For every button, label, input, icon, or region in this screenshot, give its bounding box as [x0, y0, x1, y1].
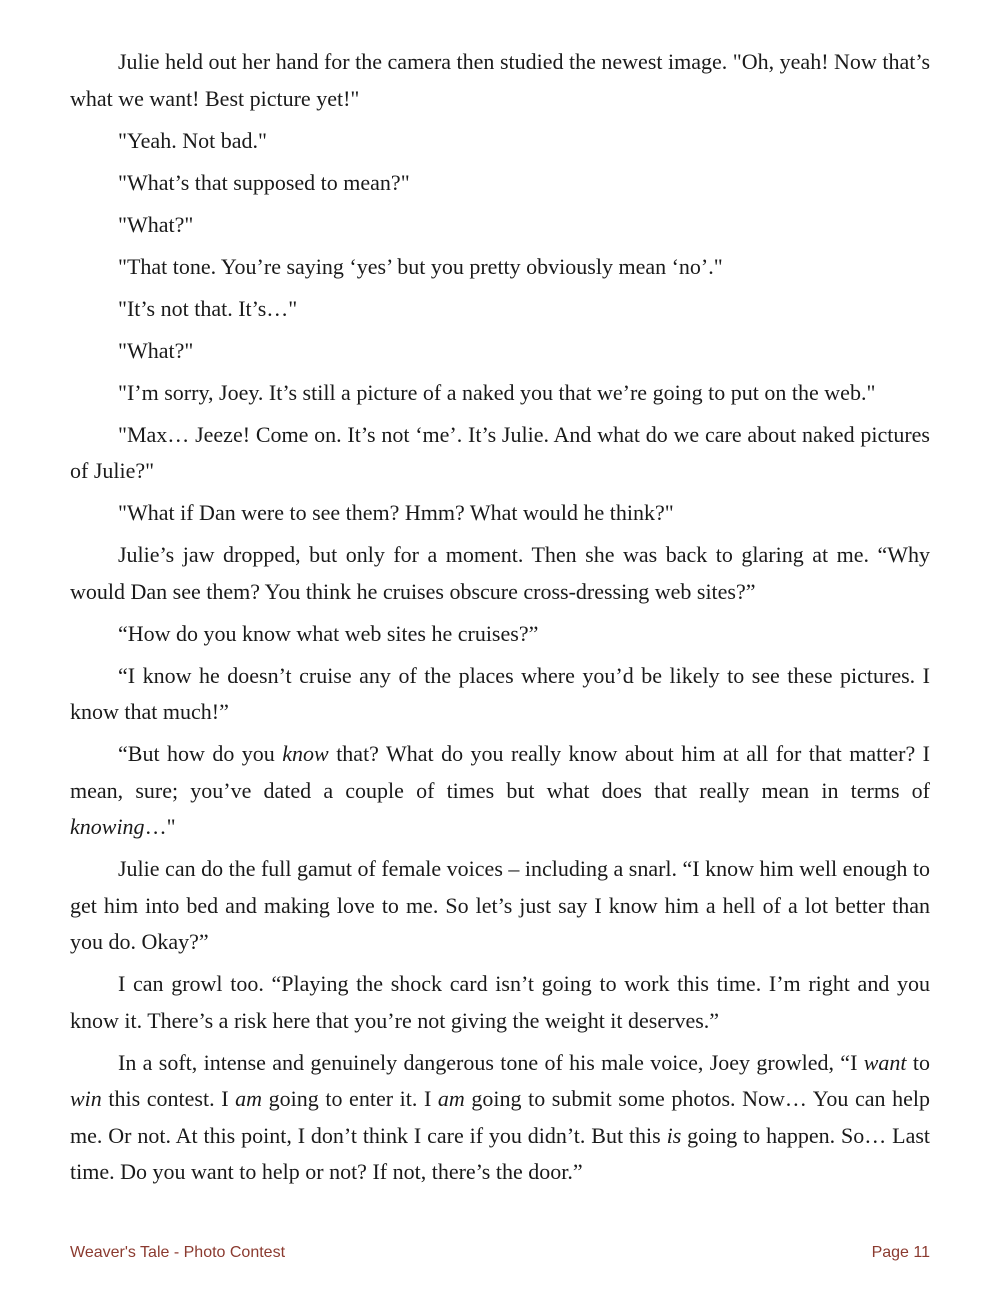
text-segment: "What?" [118, 337, 194, 363]
paragraph [70, 375, 930, 412]
text-segment: to [906, 1049, 930, 1075]
text-segment: "That tone. You’re saying ‘yes’ but you pretty obviously mean ‘no’." [118, 253, 723, 279]
text-segment: “But how do you [118, 741, 283, 766]
text-segment: this contest. I [101, 1086, 236, 1111]
paragraph [70, 249, 930, 286]
italic-text: want [863, 1049, 907, 1075]
italic-text: is [666, 1122, 682, 1148]
italic-text: am [437, 1086, 465, 1111]
text-segment: I can growl too. “Playing the shock card isn’t going to work this time. I’m right and you know it. There’s a risk here that you’re not giving the weight it deserves.” [70, 971, 930, 1033]
footer-title: Weaver's Tale - Photo Contest [70, 1244, 286, 1261]
paragraph [70, 537, 930, 610]
text-segment: "It’s not that. It’s…" [118, 295, 298, 321]
paragraph [70, 658, 930, 731]
paragraph [70, 1045, 930, 1191]
paragraph [70, 851, 930, 961]
text-segment: "What’s that supposed to mean?" [118, 169, 410, 195]
text-segment: "Yeah. Not bad." [118, 127, 267, 153]
text-segment: "Max… Jeeze! Come on. It’s not ‘me’. It’s Julie. And what do we care about naked pictures of Julie?" [70, 421, 930, 483]
text-segment: going to happen. So… Last time. Do you want to help or not? If not, there’s the door.” [70, 1122, 931, 1184]
paragraph [70, 417, 930, 490]
italic-text: know [282, 741, 329, 766]
page-body [70, 44, 930, 1196]
italic-text: win [70, 1086, 102, 1111]
paragraph [70, 44, 930, 117]
text-segment: "What?" [118, 211, 194, 237]
paragraph [70, 333, 930, 370]
paragraph [70, 966, 930, 1039]
paragraph [70, 616, 930, 653]
text-segment: going to submit some photos. Now… You can help me. Or not. At this point, I don’t think I care if you didn’t. But this [70, 1086, 930, 1148]
italic-text: am [235, 1086, 263, 1111]
text-segment: Julie held out her hand for the camera then studied the newest image. "Oh, yeah! Now that’s what we want! Best picture yet!" [70, 49, 930, 111]
text-segment: …" [144, 814, 176, 839]
paragraph [70, 123, 930, 160]
text-segment: Julie’s jaw dropped, but only for a moment. Then she was back to glaring at me. “Why would Dan see them? You think he cruises obscure cross-dressing web sites?” [70, 542, 930, 604]
text-segment: Julie can do the full gamut of female voices – including a snarl. “I know him well enough to get him into bed and making love to me. So let’s just say I know him a hell of a lot better than you do. Okay?” [70, 856, 930, 954]
paragraph [70, 165, 930, 202]
paragraph [70, 207, 930, 244]
text-segment: “I know he doesn’t cruise any of the places where you’d be likely to see these pictures. I know that much!” [70, 662, 930, 724]
text-segment: "I’m sorry, Joey. It’s still a picture of a naked you that we’re going to put on the web." [118, 379, 876, 405]
italic-text: knowing [70, 814, 145, 839]
paragraph [70, 291, 930, 328]
page-number: Page 11 [871, 1244, 930, 1261]
text-segment: going to enter it. I [262, 1086, 438, 1111]
paragraph [70, 495, 930, 532]
text-segment: "What if Dan were to see them? Hmm? What would he think?" [118, 500, 674, 525]
text-segment: In a soft, intense and genuinely dangerous tone of his male voice, Joey growled, “I [118, 1049, 864, 1075]
paragraph [70, 736, 930, 846]
text-segment: that? What do you really know about him at all for that matter? I mean, sure; you’ve dated a couple of times but what does that really mean in terms of [70, 741, 930, 803]
text-segment: “How do you know what web sites he cruises?” [118, 620, 539, 646]
